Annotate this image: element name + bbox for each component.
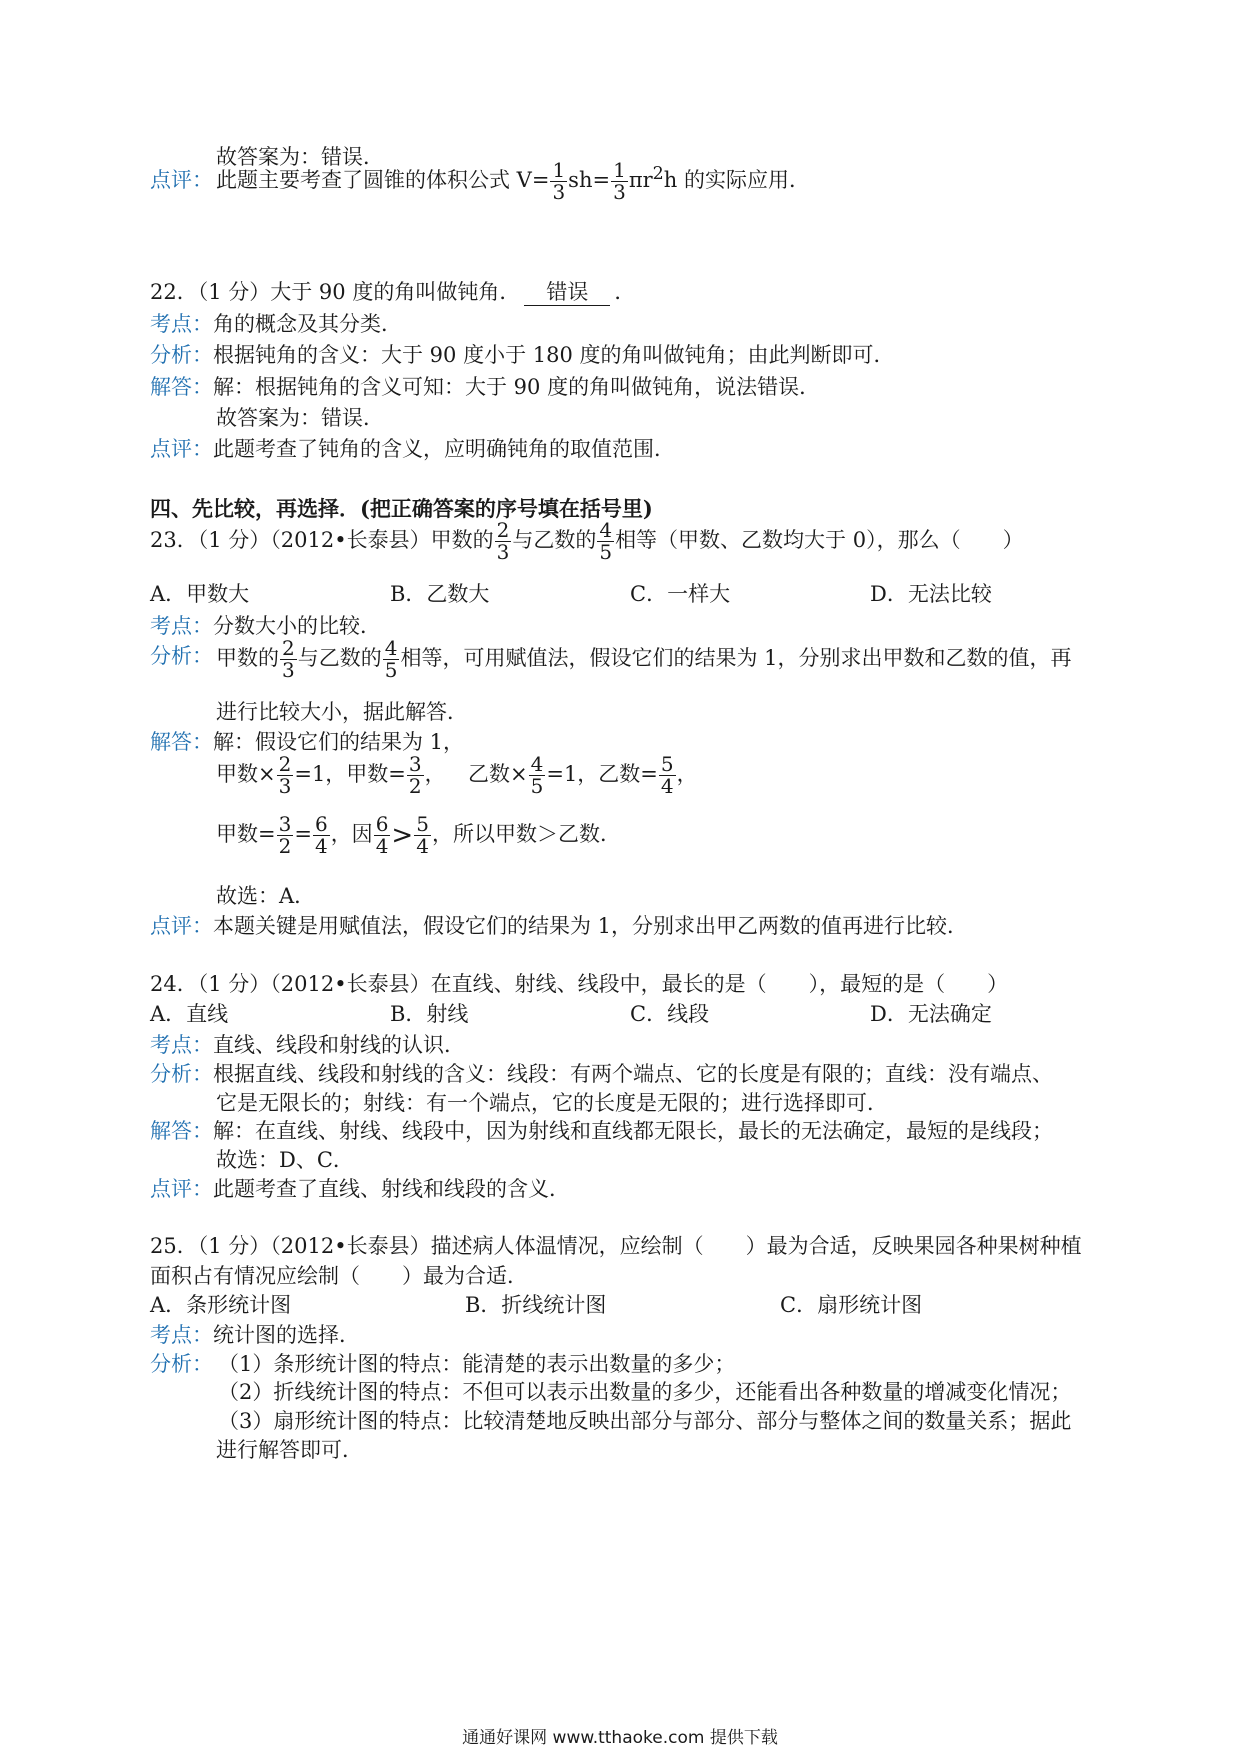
fraction: $\frac{2}{3}$ — [282, 636, 295, 682]
q25-option-c: C．扇形统计图 — [780, 1293, 923, 1317]
q24-option-b: B．射线 — [390, 1002, 469, 1026]
q24-jieda: 解答：解：在直线、射线、线段中，因为射线和直线都无限长，最长的无法确定，最短的是线段； — [150, 1119, 1053, 1143]
q23-stem: 23．（1 分）（2012•长泰县）甲数的 $\frac{2}{3}$ 与乙数的 $\frac{4}{5}$ 相等（甲数、乙数均大于 0），那么（ ） — [150, 518, 1024, 564]
footer-credit: 通通好课网 www.tthaoke.com 提供下载 — [462, 1728, 778, 1748]
q23-option-c: C．一样大 — [630, 582, 731, 606]
q25-fenxi-1: （1）条形统计图的特点：能清楚的表示出数量的多少； — [218, 1352, 736, 1376]
q25-stem-line2: 面积占有情况应绘制（ ）最为合适． — [150, 1264, 528, 1288]
fraction: $\frac{1}{3}$ — [552, 158, 566, 204]
q25-fenxi-4: 进行解答即可． — [216, 1438, 363, 1462]
q25-stem: 25．（1 分）（2012•长泰县）描述病人体温情况，应绘制（ ）最为合适，反映果园各种果树种植 — [150, 1234, 1082, 1258]
q24-option-a: A．直线 — [150, 1002, 229, 1026]
fraction: $\frac{3}{2}$ — [278, 812, 292, 858]
q24-option-d: D．无法确定 — [870, 1002, 992, 1026]
fraction: $\frac{5}{4}$ — [660, 752, 674, 798]
q23-eq2: 乙数× $\frac{4}{5}$ =1，乙数= $\frac{5}{4}$ ， — [468, 752, 698, 798]
q22-jieda: 解答：解：根据钝角的含义可知：大于 90 度的角叫做钝角，说法错误． — [150, 375, 821, 399]
q24-fenxi-line2: 它是无限长的；射线：有一个端点，它的长度是无限的；进行选择即可． — [216, 1091, 888, 1115]
q23-fenxi-label: 分析： — [150, 644, 213, 668]
comment-pre: 此题主要考查了圆锥的体积公式 V= — [216, 168, 550, 192]
q23-eq1: 甲数× $\frac{2}{3}$ =1，甲数= $\frac{3}{2}$ ， — [216, 752, 446, 798]
q22-dianping: 点评：此题考查了钝角的含义，应明确钝角的取值范围． — [150, 437, 675, 461]
q23-eq3: 甲数= $\frac{3}{2}$ = $\frac{6}{4}$ ，因 $\frac{6}{4}$ > $\frac{5}{4}$ ，所以甲数＞乙数． — [216, 812, 621, 858]
comment-mid: sh= — [568, 168, 611, 192]
fraction: $\frac{4}{5}$ — [530, 752, 544, 798]
q22-kaodian: 考点：角的概念及其分类． — [150, 312, 402, 336]
q23-fenxi: 甲数的 $\frac{2}{3}$ 与乙数的 $\frac{4}{5}$ 相等，可用赋值法，假设它们的结果为 1，分别求出甲数和乙数的值，再 — [216, 636, 1072, 682]
fraction: $\frac{4}{5}$ — [599, 518, 613, 564]
q24-kaodian: 考点：直线、线段和射线的认识． — [150, 1033, 465, 1057]
superscript: 2 — [652, 164, 664, 184]
q25-fenxi-3: （3）扇形统计图的特点：比较清楚地反映出部分与部分、部分与整体之间的数量关系；据此 — [218, 1409, 1072, 1433]
q24-fenxi: 分析：根据直线、线段和射线的含义：线段：有两个端点、它的长度是有限的；直线：没有端点、 — [150, 1062, 1053, 1086]
q22-fenxi: 分析：根据钝角的含义：大于 90 度小于 180 度的角叫做钝角；由此判断即可． — [150, 343, 895, 367]
fraction: $\frac{2}{3}$ — [278, 752, 292, 798]
comment-label: 点评： — [150, 168, 213, 192]
fraction: $\frac{6}{4}$ — [314, 812, 328, 858]
fraction: $\frac{3}{2}$ — [408, 752, 422, 798]
q25-option-a: A．条形统计图 — [150, 1293, 292, 1317]
q24-stem: 24．（1 分）（2012•长泰县）在直线、射线、线段中，最长的是（ ），最短的是（ ） — [150, 972, 1009, 996]
fraction: $\frac{5}{4}$ — [416, 812, 429, 858]
fraction: $\frac{1}{3}$ — [613, 158, 626, 204]
q23-jieda: 解答：解：假设它们的结果为 1， — [150, 730, 465, 754]
comment-post: πr — [628, 168, 653, 192]
q25-fenxi-label: 分析： — [150, 1352, 213, 1376]
q23-fenxi-line2: 进行比较大小，据此解答． — [216, 700, 468, 724]
greater-than: > — [391, 820, 414, 851]
q22-stem: 22．（1 分）大于 90 度的角叫做钝角． 错误 ． — [150, 280, 636, 304]
q25-kaodian: 考点：统计图的选择． — [150, 1323, 360, 1347]
q23-option-d: D．无法比较 — [870, 582, 992, 606]
comment-post: h 的实际应用． — [663, 168, 810, 192]
q25-fenxi-2: （2）折线统计图的特点：不但可以表示出数量的多少，还能看出各种数量的增减变化情况； — [218, 1380, 1072, 1404]
q22-jieda-answer: 故答案为：错误． — [216, 406, 384, 430]
q24-dianping: 点评：此题考查了直线、射线和线段的含义． — [150, 1177, 570, 1201]
q23-choose: 故选：A． — [216, 884, 316, 908]
q25-option-b: B．折线统计图 — [465, 1293, 607, 1317]
fraction: $\frac{4}{5}$ — [384, 636, 398, 682]
section-title: 四、先比较，再选择．(把正确答案的序号填在括号里) — [150, 496, 653, 521]
q24-choose: 故选：D、C． — [216, 1148, 354, 1172]
q23-option-b: B．乙数大 — [390, 582, 490, 606]
q23-dianping: 点评：本题关键是用赋值法，假设它们的结果为 1，分别求出甲乙两数的值再进行比较． — [150, 914, 969, 938]
fraction: $\frac{2}{3}$ — [496, 518, 510, 564]
q24-option-c: C．线段 — [630, 1002, 710, 1026]
q23-kaodian: 考点：分数大小的比较． — [150, 614, 381, 638]
q23-option-a: A．甲数大 — [150, 582, 250, 606]
fraction: $\frac{6}{4}$ — [375, 812, 389, 858]
comment-text — [216, 160, 810, 203]
answer-line: 故答案为：错误． — [216, 145, 384, 169]
q22-answer: 错误 — [524, 282, 610, 306]
